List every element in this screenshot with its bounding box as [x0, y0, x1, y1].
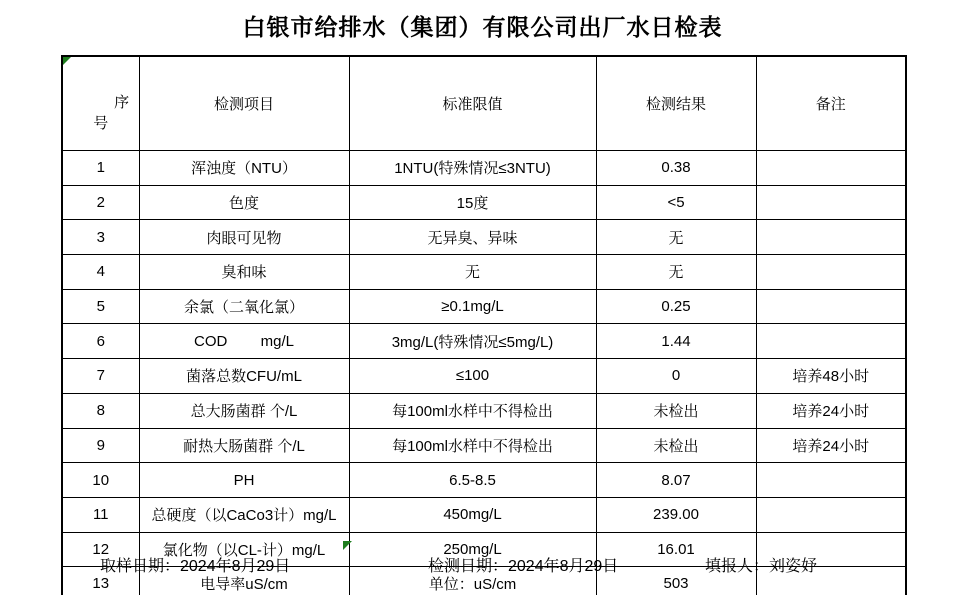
cell-result: 503 — [596, 567, 756, 595]
cell-item: 余氯（二氧化氯） — [139, 289, 349, 324]
test-date-label: 检测日期：2024年8月29日 — [428, 558, 619, 575]
table-row — [62, 220, 906, 255]
cell-remark — [756, 289, 906, 324]
cell-result: 无 — [596, 220, 756, 255]
header-label-no: 序号 — [93, 94, 130, 132]
cell-remark: 培养24小时 — [756, 393, 906, 428]
cell-limit: 单位：uS/cm — [349, 567, 596, 595]
cell-limit: 6.5-8.5 — [349, 463, 596, 498]
table-row — [62, 359, 906, 394]
cell-result: 0.38 — [596, 151, 756, 186]
cell-limit: 15度 — [349, 185, 596, 220]
cell-item: 耐热大肠菌群 个/L — [139, 428, 349, 463]
cell-remark — [756, 497, 906, 532]
cell-remark: 培养48小时 — [756, 359, 906, 394]
cell-remark — [756, 324, 906, 359]
cell-item: 氯化物（以CL-计）mg/L — [139, 532, 349, 567]
cell-item: 电导率uS/cm — [139, 567, 349, 595]
cell-remark — [756, 255, 906, 290]
cell-limit: 3mg/L(特殊情况≤5mg/L) — [349, 324, 596, 359]
page-title: 白银市给排水（集团）有限公司出厂水日检表 — [242, 14, 723, 40]
cell-limit: 1NTU(特殊情况≤3NTU) — [349, 151, 596, 186]
cell-result: 未检出 — [596, 393, 756, 428]
cell-item: 菌落总数CFU/mL — [139, 359, 349, 394]
table-row — [62, 393, 906, 428]
cell-no: 9 — [62, 428, 139, 463]
cell-limit: 每100ml水样中不得检出 — [349, 428, 596, 463]
cell-limit: 无 — [349, 255, 596, 290]
cell-no: 4 — [62, 255, 139, 290]
excel-error-corner-icon — [63, 57, 71, 65]
cell-remark — [756, 220, 906, 255]
header-cell-limit: 标准限值 — [349, 56, 596, 151]
table-row — [62, 497, 906, 532]
table-row — [62, 151, 906, 186]
cell-remark — [756, 463, 906, 498]
table-row — [62, 428, 906, 463]
cell-result: 8.07 — [596, 463, 756, 498]
table-row — [62, 255, 906, 290]
cell-item: 浑浊度（NTU） — [139, 151, 349, 186]
table-row — [62, 463, 906, 498]
cell-no: 6 — [62, 324, 139, 359]
cell-no: 2 — [62, 185, 139, 220]
cell-limit: ≥0.1mg/L — [349, 289, 596, 324]
cell-result: 0 — [596, 359, 756, 394]
header-cell-result: 检测结果 — [596, 56, 756, 151]
inspection-table — [61, 55, 907, 595]
cell-remark — [756, 185, 906, 220]
cell-no: 10 — [62, 463, 139, 498]
cell-no: 7 — [62, 359, 139, 394]
cell-result: 16.01 — [596, 532, 756, 567]
cell-no: 12 — [62, 532, 139, 567]
cell-result: <5 — [596, 185, 756, 220]
cell-no: 3 — [62, 220, 139, 255]
cell-limit: 无异臭、异味 — [349, 220, 596, 255]
cell-result: 239.00 — [596, 497, 756, 532]
table-row — [62, 289, 906, 324]
header-cell-remark: 备注 — [756, 56, 906, 151]
cell-item: 肉眼可见物 — [139, 220, 349, 255]
cell-no: 13 — [62, 567, 139, 595]
cell-result: 未检出 — [596, 428, 756, 463]
cell-item: 总硬度（以CaCo3计）mg/L — [139, 497, 349, 532]
header-cell-item: 检测项目 — [139, 56, 349, 151]
cell-item: 臭和味 — [139, 255, 349, 290]
header-cell-no — [62, 56, 139, 151]
cell-limit: 450mg/L — [349, 497, 596, 532]
reporter-label: 填报人：刘姿妤 — [705, 558, 818, 575]
cell-item: 总大肠菌群 个/L — [139, 393, 349, 428]
table-header-row — [62, 56, 906, 151]
cell-result: 无 — [596, 255, 756, 290]
sampling-date-label: 取样日期：2024年8月29日 — [100, 558, 291, 575]
cell-limit: ≤100 — [349, 359, 596, 394]
cell-limit: 每100ml水样中不得检出 — [349, 393, 596, 428]
table-body — [62, 151, 906, 595]
table-row — [62, 185, 906, 220]
cell-remark: 培养24小时 — [756, 428, 906, 463]
cell-item: 色度 — [139, 185, 349, 220]
cell-result: 0.25 — [596, 289, 756, 324]
cell-limit: 250mg/L — [349, 532, 596, 567]
table-row — [62, 324, 906, 359]
cell-result: 1.44 — [596, 324, 756, 359]
cell-item: COD mg/L — [139, 324, 349, 359]
cell-remark — [756, 151, 906, 186]
cell-item: PH — [139, 463, 349, 498]
cell-no: 8 — [62, 393, 139, 428]
cell-no: 5 — [62, 289, 139, 324]
cell-no: 11 — [62, 497, 139, 532]
cell-no: 1 — [62, 151, 139, 186]
